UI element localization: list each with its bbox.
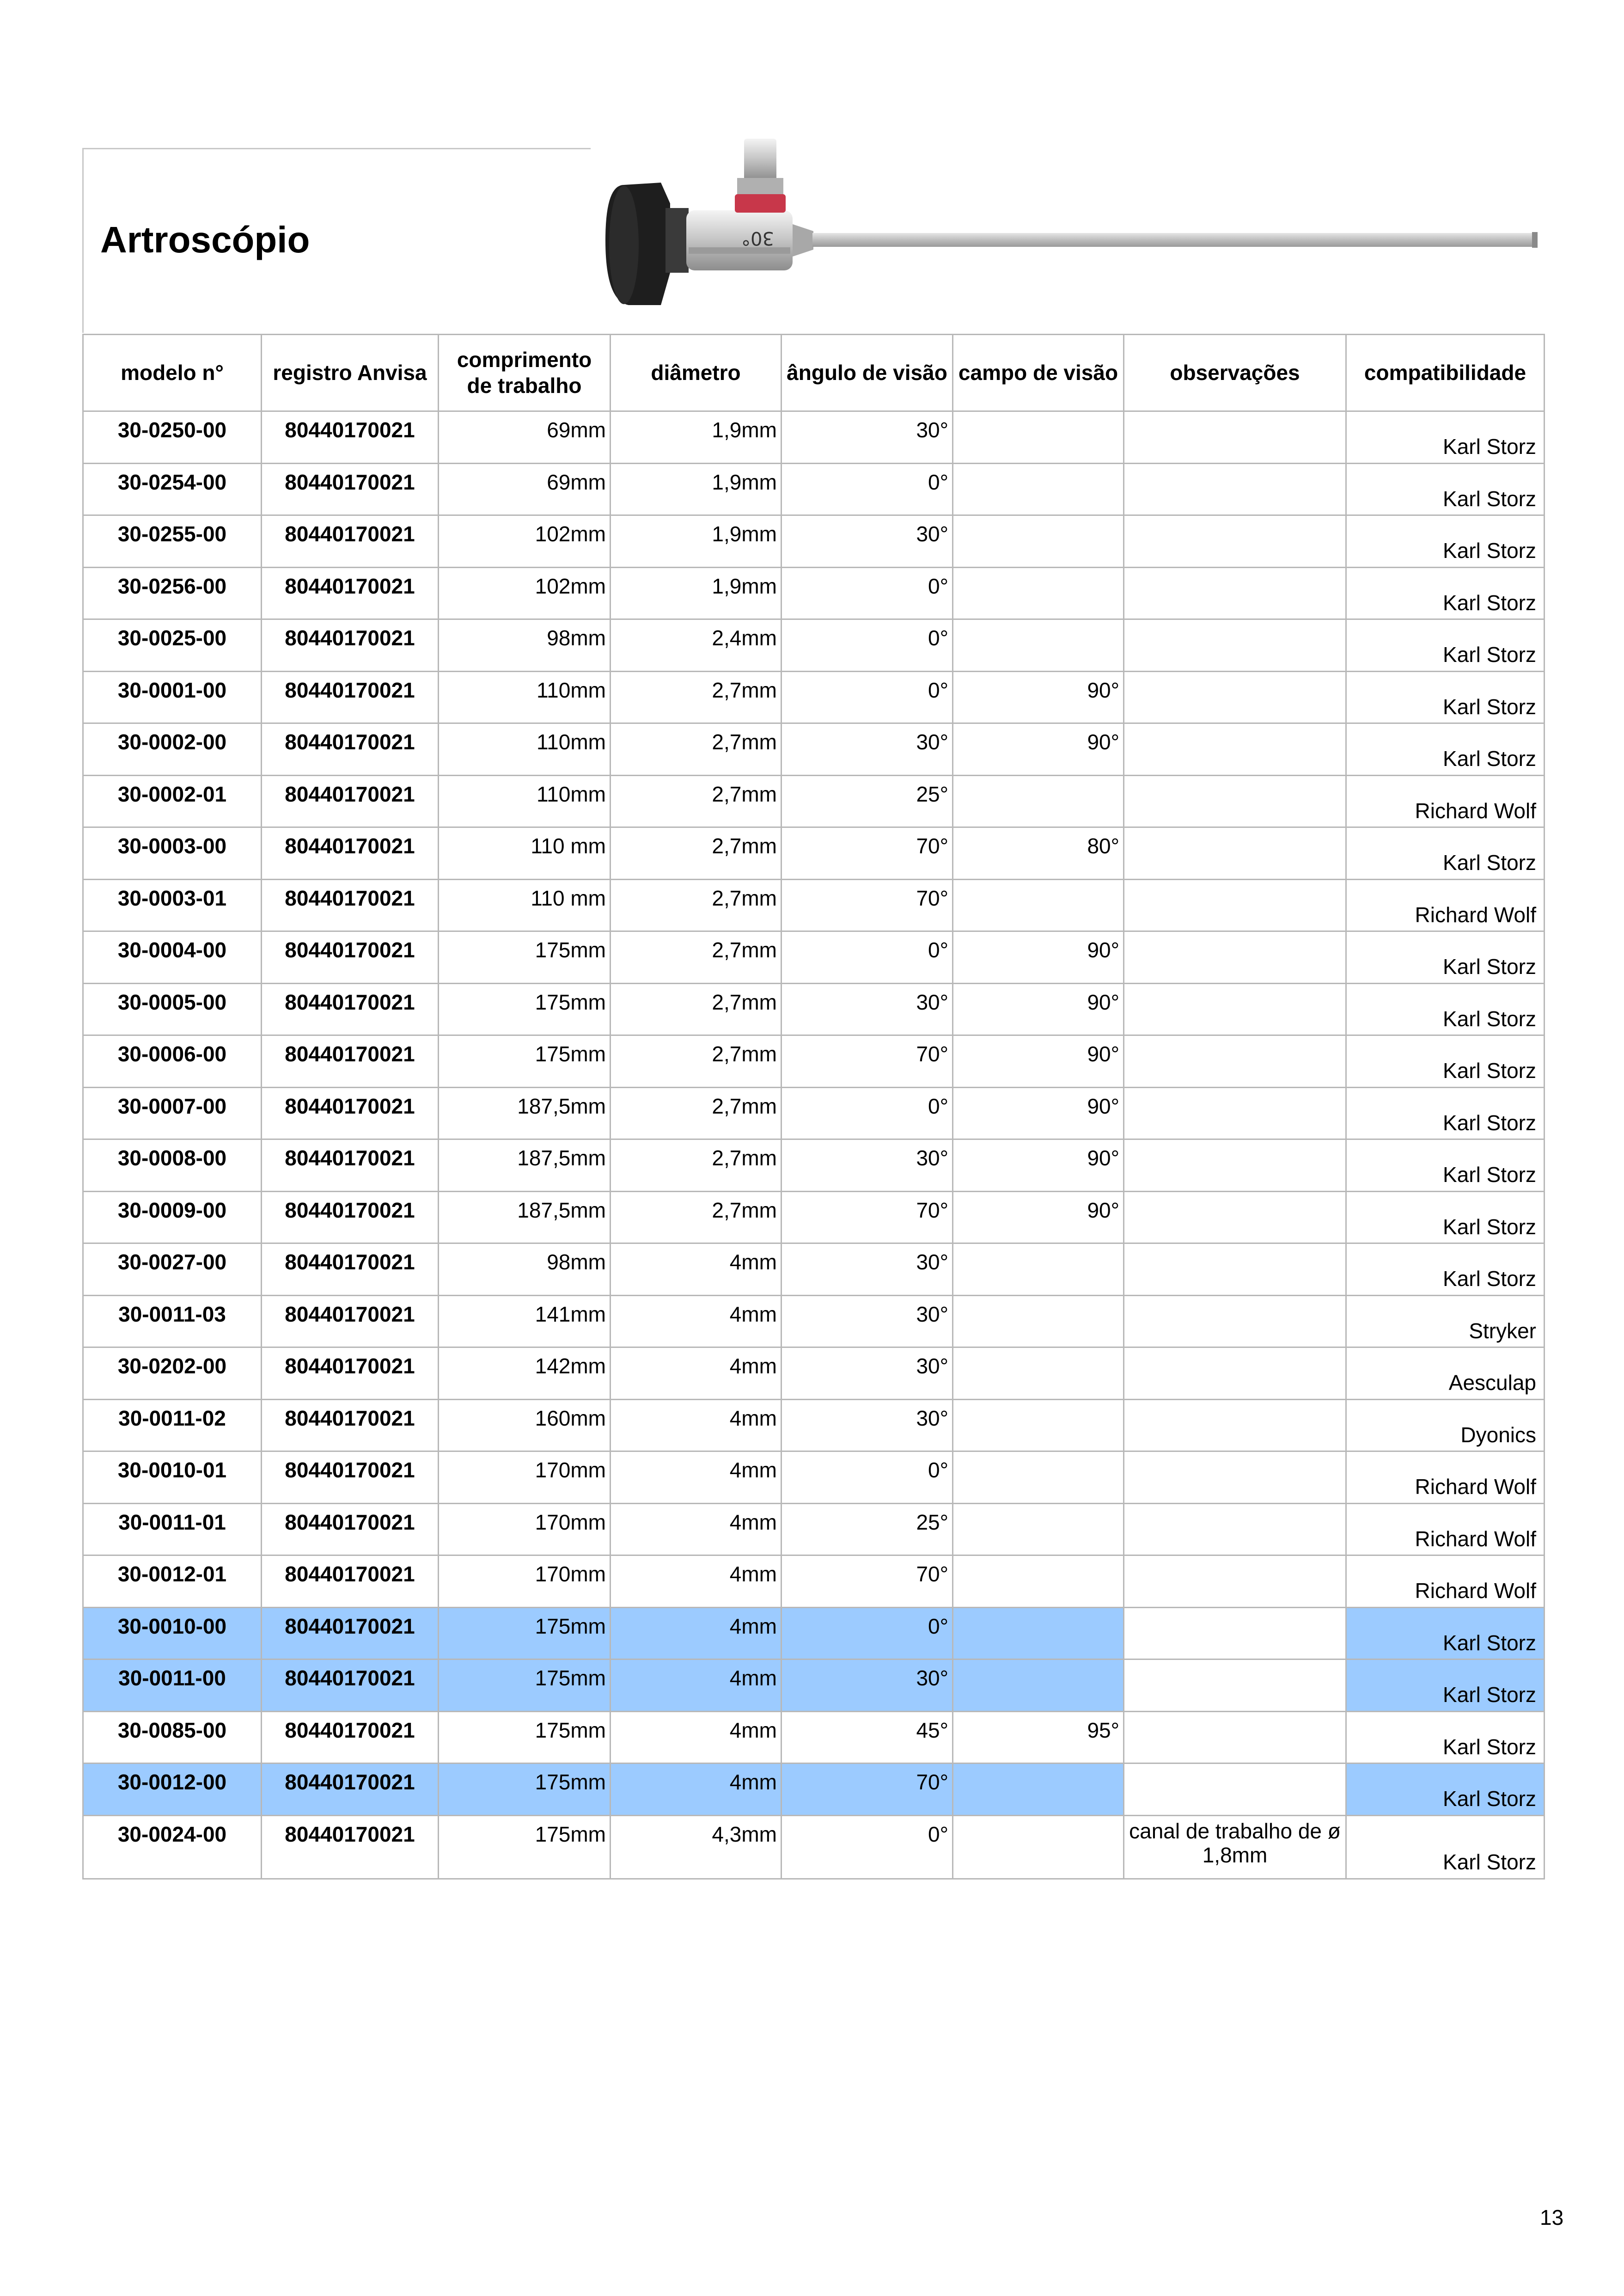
- cell-field: [953, 1347, 1124, 1400]
- optic-angle-marking: 30°: [741, 227, 774, 249]
- cell-length: 141mm: [439, 1295, 611, 1347]
- cell-compat: Karl Storz: [1346, 983, 1545, 1035]
- page-title: Artroscópio: [100, 219, 310, 260]
- cell-angle: 70°: [781, 879, 953, 931]
- header-compat: compatibilidade: [1346, 335, 1545, 411]
- cell-notes: [1124, 1139, 1346, 1192]
- cell-model: 30-0003-00: [83, 827, 262, 880]
- cell-angle: 70°: [781, 827, 953, 880]
- cell-field: 90°: [953, 1139, 1124, 1192]
- cell-diameter: 4mm: [611, 1243, 781, 1296]
- cell-registry: 80440170021: [262, 1763, 439, 1816]
- cell-field: 90°: [953, 723, 1124, 776]
- cell-field: 90°: [953, 931, 1124, 984]
- cell-notes: [1124, 1451, 1346, 1504]
- cell-compat: Karl Storz: [1346, 1763, 1545, 1816]
- cell-registry: 80440170021: [262, 1139, 439, 1192]
- cell-field: 90°: [953, 1035, 1124, 1088]
- cell-diameter: 2,7mm: [611, 671, 781, 723]
- cell-model: 30-0025-00: [83, 619, 262, 672]
- cell-compat: Richard Wolf: [1346, 1451, 1545, 1504]
- cell-model: 30-0011-03: [83, 1295, 262, 1347]
- cell-notes: [1124, 1243, 1346, 1296]
- cell-angle: 30°: [781, 1659, 953, 1712]
- cell-field: [953, 1503, 1124, 1555]
- cell-field: [953, 619, 1124, 672]
- cell-notes: [1124, 775, 1346, 827]
- cell-angle: 30°: [781, 1399, 953, 1451]
- cell-angle: 0°: [781, 1451, 953, 1504]
- cell-notes: [1124, 931, 1346, 984]
- cell-registry: 80440170021: [262, 1711, 439, 1763]
- cell-compat: Richard Wolf: [1346, 879, 1545, 931]
- table-row: [83, 827, 1545, 880]
- spec-table: [82, 334, 1545, 1880]
- header-diameter: diâmetro: [611, 335, 781, 411]
- cell-angle: 30°: [781, 1347, 953, 1400]
- cell-compat: Karl Storz: [1346, 1087, 1545, 1139]
- cell-diameter: 2,7mm: [611, 827, 781, 880]
- cell-notes: [1124, 1191, 1346, 1243]
- cell-field: 90°: [953, 983, 1124, 1035]
- cell-compat: Karl Storz: [1346, 1035, 1545, 1088]
- cell-model: 30-0010-00: [83, 1607, 262, 1659]
- cell-compat: Richard Wolf: [1346, 1555, 1545, 1608]
- cell-angle: 0°: [781, 1607, 953, 1659]
- cell-field: [953, 567, 1124, 619]
- header-registry: registro Anvisa: [262, 335, 439, 411]
- cell-model: 30-0202-00: [83, 1347, 262, 1400]
- cell-angle: 70°: [781, 1763, 953, 1816]
- cell-notes: [1124, 411, 1346, 464]
- cell-length: 175mm: [439, 1815, 611, 1879]
- cell-length: 160mm: [439, 1399, 611, 1451]
- cell-angle: 30°: [781, 1295, 953, 1347]
- cell-registry: 80440170021: [262, 1347, 439, 1400]
- cell-diameter: 4mm: [611, 1555, 781, 1608]
- table-row: [83, 1763, 1545, 1816]
- table-row: [83, 463, 1545, 515]
- cell-registry: 80440170021: [262, 827, 439, 880]
- table-row: [83, 1087, 1545, 1139]
- cell-notes: [1124, 671, 1346, 723]
- table-row: [83, 1815, 1545, 1879]
- cell-diameter: 2,7mm: [611, 1139, 781, 1192]
- cell-notes: [1124, 1763, 1346, 1816]
- cell-registry: 80440170021: [262, 723, 439, 776]
- cell-length: 102mm: [439, 567, 611, 619]
- cell-notes: [1124, 1399, 1346, 1451]
- table-row: [83, 931, 1545, 984]
- cell-length: 142mm: [439, 1347, 611, 1400]
- table-row: [83, 411, 1545, 464]
- cell-model: 30-0008-00: [83, 1139, 262, 1192]
- cell-angle: 70°: [781, 1035, 953, 1088]
- cell-notes: [1124, 463, 1346, 515]
- table-row: [83, 1503, 1545, 1555]
- cell-field: 90°: [953, 1191, 1124, 1243]
- cell-length: 187,5mm: [439, 1087, 611, 1139]
- cell-length: 187,5mm: [439, 1139, 611, 1192]
- cell-length: 110mm: [439, 723, 611, 776]
- cell-diameter: 2,7mm: [611, 723, 781, 776]
- cell-length: 170mm: [439, 1555, 611, 1608]
- cell-length: 110 mm: [439, 827, 611, 880]
- cell-compat: Richard Wolf: [1346, 1503, 1545, 1555]
- cell-notes: [1124, 619, 1346, 672]
- cell-model: 30-0003-01: [83, 879, 262, 931]
- cell-diameter: 1,9mm: [611, 411, 781, 464]
- cell-compat: Karl Storz: [1346, 1243, 1545, 1296]
- cell-length: 110mm: [439, 671, 611, 723]
- cell-notes: [1124, 567, 1346, 619]
- cell-compat: Karl Storz: [1346, 411, 1545, 464]
- table-row: [83, 879, 1545, 931]
- cell-model: 30-0005-00: [83, 983, 262, 1035]
- cell-registry: 80440170021: [262, 619, 439, 672]
- cell-diameter: 4mm: [611, 1399, 781, 1451]
- cell-compat: Karl Storz: [1346, 515, 1545, 568]
- cell-length: 175mm: [439, 983, 611, 1035]
- cell-field: 90°: [953, 1087, 1124, 1139]
- header-model: modelo n°: [83, 335, 262, 411]
- cell-length: 110mm: [439, 775, 611, 827]
- cell-diameter: 1,9mm: [611, 567, 781, 619]
- cell-compat: Karl Storz: [1346, 1607, 1545, 1659]
- cell-length: 187,5mm: [439, 1191, 611, 1243]
- cell-compat: Karl Storz: [1346, 931, 1545, 984]
- cell-field: 95°: [953, 1711, 1124, 1763]
- cell-registry: 80440170021: [262, 1295, 439, 1347]
- cell-model: 30-0002-00: [83, 723, 262, 776]
- cell-model: 30-0024-00: [83, 1815, 262, 1879]
- cell-angle: 0°: [781, 619, 953, 672]
- table-row: [83, 1139, 1545, 1192]
- table-row: [83, 1711, 1545, 1763]
- cell-field: [953, 1243, 1124, 1296]
- header-notes: observações: [1124, 335, 1346, 411]
- table-row: [83, 1555, 1545, 1608]
- table-row: [83, 1399, 1545, 1451]
- cell-angle: 30°: [781, 1243, 953, 1296]
- table-row: [83, 1451, 1545, 1504]
- cell-model: 30-0007-00: [83, 1087, 262, 1139]
- cell-field: [953, 463, 1124, 515]
- cell-length: 98mm: [439, 619, 611, 672]
- cell-field: [953, 1555, 1124, 1608]
- cell-notes: [1124, 1295, 1346, 1347]
- cell-registry: 80440170021: [262, 1659, 439, 1712]
- cell-angle: 30°: [781, 1139, 953, 1192]
- cell-notes: [1124, 827, 1346, 880]
- cell-compat: Karl Storz: [1346, 1139, 1545, 1192]
- cell-compat: Karl Storz: [1346, 1191, 1545, 1243]
- cell-notes: [1124, 723, 1346, 776]
- cell-compat: Karl Storz: [1346, 827, 1545, 880]
- cell-angle: 70°: [781, 1191, 953, 1243]
- table-row: [83, 1347, 1545, 1400]
- cell-registry: 80440170021: [262, 671, 439, 723]
- cell-length: 69mm: [439, 411, 611, 464]
- cell-diameter: 2,7mm: [611, 931, 781, 984]
- cell-registry: 80440170021: [262, 1503, 439, 1555]
- table-row: [83, 983, 1545, 1035]
- cell-diameter: 2,7mm: [611, 1087, 781, 1139]
- cell-compat: Karl Storz: [1346, 723, 1545, 776]
- page-number: 13: [1540, 2205, 1564, 2229]
- cell-notes: [1124, 983, 1346, 1035]
- cell-registry: 80440170021: [262, 775, 439, 827]
- cell-field: [953, 1451, 1124, 1504]
- cell-notes: [1124, 1659, 1346, 1712]
- cell-registry: 80440170021: [262, 463, 439, 515]
- arthroscope-image: [596, 134, 1544, 319]
- cell-diameter: 4mm: [611, 1295, 781, 1347]
- cell-model: 30-0011-02: [83, 1399, 262, 1451]
- cell-length: 170mm: [439, 1503, 611, 1555]
- cell-notes: canal de trabalho de ø 1,8mm: [1124, 1815, 1346, 1879]
- cell-diameter: 4mm: [611, 1711, 781, 1763]
- cell-registry: 80440170021: [262, 1035, 439, 1088]
- cell-length: 110 mm: [439, 879, 611, 931]
- cell-length: 69mm: [439, 463, 611, 515]
- cell-model: 30-0006-00: [83, 1035, 262, 1088]
- cell-field: [953, 1295, 1124, 1347]
- cell-field: 90°: [953, 671, 1124, 723]
- cell-angle: 30°: [781, 515, 953, 568]
- cell-registry: 80440170021: [262, 879, 439, 931]
- cell-field: [953, 515, 1124, 568]
- cell-diameter: 4mm: [611, 1607, 781, 1659]
- table-row: [83, 619, 1545, 672]
- cell-model: 30-0002-01: [83, 775, 262, 827]
- cell-model: 30-0011-01: [83, 1503, 262, 1555]
- header-field: campo de visão: [953, 335, 1124, 411]
- cell-notes: [1124, 1503, 1346, 1555]
- cell-diameter: 4mm: [611, 1763, 781, 1816]
- cell-registry: 80440170021: [262, 1243, 439, 1296]
- title-block: [82, 148, 591, 333]
- cell-angle: 30°: [781, 983, 953, 1035]
- cell-notes: [1124, 1555, 1346, 1608]
- cell-diameter: 4mm: [611, 1451, 781, 1504]
- cell-compat: Karl Storz: [1346, 1711, 1545, 1763]
- cell-notes: [1124, 879, 1346, 931]
- header-length: comprimento de trabalho: [439, 335, 611, 411]
- cell-angle: 25°: [781, 775, 953, 827]
- table-row: [83, 1035, 1545, 1088]
- cell-angle: 30°: [781, 411, 953, 464]
- table-row: [83, 1659, 1545, 1712]
- cell-diameter: 2,7mm: [611, 1191, 781, 1243]
- cell-registry: 80440170021: [262, 1399, 439, 1451]
- cell-notes: [1124, 1347, 1346, 1400]
- table-header-row: [83, 335, 1545, 411]
- cell-angle: 70°: [781, 1555, 953, 1608]
- cell-notes: [1124, 515, 1346, 568]
- cell-diameter: 2,7mm: [611, 1035, 781, 1088]
- table-row: [83, 775, 1545, 827]
- cell-angle: 45°: [781, 1711, 953, 1763]
- cell-registry: 80440170021: [262, 1607, 439, 1659]
- cell-length: 175mm: [439, 1763, 611, 1816]
- cell-length: 175mm: [439, 1659, 611, 1712]
- cell-length: 175mm: [439, 1711, 611, 1763]
- cell-length: 170mm: [439, 1451, 611, 1504]
- cell-model: 30-0009-00: [83, 1191, 262, 1243]
- cell-compat: Karl Storz: [1346, 1815, 1545, 1879]
- cell-model: 30-0001-00: [83, 671, 262, 723]
- table-row: [83, 567, 1545, 619]
- table-body: [83, 411, 1545, 1879]
- cell-angle: 0°: [781, 567, 953, 619]
- cell-angle: 30°: [781, 723, 953, 776]
- cell-length: 175mm: [439, 1035, 611, 1088]
- cell-notes: [1124, 1087, 1346, 1139]
- cell-field: 80°: [953, 827, 1124, 880]
- cell-compat: Dyonics: [1346, 1399, 1545, 1451]
- cell-model: 30-0012-01: [83, 1555, 262, 1608]
- cell-diameter: 4mm: [611, 1347, 781, 1400]
- cell-compat: Karl Storz: [1346, 619, 1545, 672]
- cell-compat: Karl Storz: [1346, 1659, 1545, 1712]
- cell-diameter: 2,7mm: [611, 775, 781, 827]
- cell-compat: Stryker: [1346, 1295, 1545, 1347]
- cell-field: [953, 1763, 1124, 1816]
- cell-model: 30-0085-00: [83, 1711, 262, 1763]
- cell-length: 175mm: [439, 1607, 611, 1659]
- cell-compat: Richard Wolf: [1346, 775, 1545, 827]
- cell-model: 30-0250-00: [83, 411, 262, 464]
- cell-registry: 80440170021: [262, 931, 439, 984]
- cell-diameter: 4mm: [611, 1503, 781, 1555]
- cell-registry: 80440170021: [262, 1451, 439, 1504]
- cell-registry: 80440170021: [262, 567, 439, 619]
- cell-registry: 80440170021: [262, 1087, 439, 1139]
- cell-field: [953, 1399, 1124, 1451]
- cell-model: 30-0011-00: [83, 1659, 262, 1712]
- cell-diameter: 2,4mm: [611, 619, 781, 672]
- cell-registry: 80440170021: [262, 1555, 439, 1608]
- cell-registry: 80440170021: [262, 515, 439, 568]
- cell-compat: Aesculap: [1346, 1347, 1545, 1400]
- cell-model: 30-0027-00: [83, 1243, 262, 1296]
- cell-angle: 0°: [781, 1815, 953, 1879]
- cell-angle: 25°: [781, 1503, 953, 1555]
- cell-diameter: 1,9mm: [611, 463, 781, 515]
- cell-angle: 0°: [781, 463, 953, 515]
- cell-notes: [1124, 1711, 1346, 1763]
- cell-diameter: 4,3mm: [611, 1815, 781, 1879]
- cell-registry: 80440170021: [262, 983, 439, 1035]
- cell-registry: 80440170021: [262, 411, 439, 464]
- cell-diameter: 4mm: [611, 1659, 781, 1712]
- table-row: [83, 1295, 1545, 1347]
- cell-angle: 0°: [781, 931, 953, 984]
- cell-angle: 0°: [781, 1087, 953, 1139]
- cell-compat: Karl Storz: [1346, 463, 1545, 515]
- cell-field: [953, 879, 1124, 931]
- cell-length: 175mm: [439, 931, 611, 984]
- cell-length: 98mm: [439, 1243, 611, 1296]
- cell-field: [953, 1815, 1124, 1879]
- cell-diameter: 2,7mm: [611, 879, 781, 931]
- cell-model: 30-0255-00: [83, 515, 262, 568]
- cell-length: 102mm: [439, 515, 611, 568]
- cell-field: [953, 1607, 1124, 1659]
- cell-compat: Karl Storz: [1346, 671, 1545, 723]
- table-row: [83, 1607, 1545, 1659]
- table-row: [83, 515, 1545, 568]
- cell-field: [953, 775, 1124, 827]
- cell-model: 30-0004-00: [83, 931, 262, 984]
- cell-registry: 80440170021: [262, 1191, 439, 1243]
- table-row: [83, 1191, 1545, 1243]
- cell-diameter: 2,7mm: [611, 983, 781, 1035]
- cell-registry: 80440170021: [262, 1815, 439, 1879]
- cell-field: [953, 1659, 1124, 1712]
- header-angle: ângulo de visão: [781, 335, 953, 411]
- cell-compat: Karl Storz: [1346, 567, 1545, 619]
- cell-model: 30-0254-00: [83, 463, 262, 515]
- cell-model: 30-0010-01: [83, 1451, 262, 1504]
- cell-diameter: 1,9mm: [611, 515, 781, 568]
- cell-model: 30-0256-00: [83, 567, 262, 619]
- cell-field: [953, 411, 1124, 464]
- table-row: [83, 723, 1545, 776]
- cell-notes: [1124, 1035, 1346, 1088]
- cell-notes: [1124, 1607, 1346, 1659]
- table-row: [83, 671, 1545, 723]
- cell-model: 30-0012-00: [83, 1763, 262, 1816]
- table-row: [83, 1243, 1545, 1296]
- cell-angle: 0°: [781, 671, 953, 723]
